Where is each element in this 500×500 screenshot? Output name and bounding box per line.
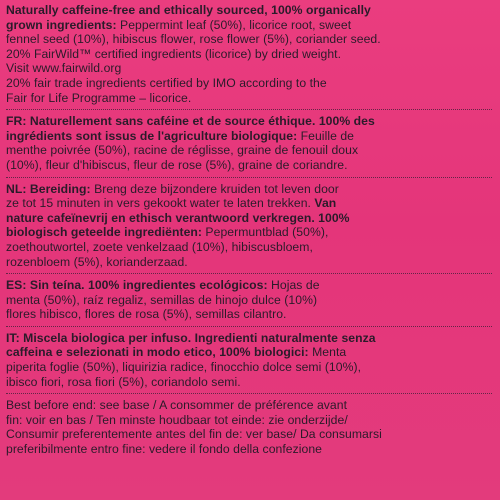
dotted-divider: [6, 273, 492, 274]
best-before-line: Best before end: see base / A consommer de préférence avant: [6, 398, 348, 413]
french-subheading: ingrédients sont issus de l'agriculture biologique:: [6, 128, 298, 143]
best-before-line: preferibilmente entro fine: vedere il fondo della confezione: [6, 442, 323, 457]
italian-heading: IT: Miscela biologica per infuso. Ingredienti naturalmente senza: [6, 330, 376, 345]
spanish-ingredients-line: menta (50%), raíz regaliz, semillas de hinojo dulce (10%): [6, 292, 318, 307]
italian-subheading: caffeina e selezionati in modo etico, 100% biologici:: [6, 345, 309, 360]
english-subheading: grown ingredients:: [6, 17, 117, 32]
spanish-heading: ES: Sin teína. 100% ingredientes ecológicos:: [6, 278, 268, 293]
french-ingredients-block: [6, 113, 492, 175]
dutch-preparation-text: ze tot 15 minuten in vers gekookt water te laten trekken.: [6, 196, 311, 211]
dutch-ingredients-line: rozenbloem (5%), korianderzaad.: [6, 254, 188, 269]
english-ingredients-line: fennel seed (10%), hibiscus flower, rose flower (5%), coriander seed.: [6, 32, 381, 47]
dutch-subheading: nature cafeïnevrij en ethisch verantwoord verkregen. 100%: [6, 210, 350, 225]
english-ingredients-block: [6, 2, 492, 108]
french-ingredients-line: menthe poivrée (50%), racine de réglisse, graine de fenouil doux: [6, 143, 359, 158]
dutch-heading: NL: Bereiding:: [6, 181, 91, 196]
italian-ingredients-block: [6, 330, 492, 392]
dotted-divider: [6, 393, 492, 394]
dutch-preparation-text: Breng deze bijzondere kruiden tot leven door: [90, 181, 339, 196]
dutch-ingredients-line: zoethoutwortel, zoete venkelzaad (10%), hibiscusbloem,: [6, 239, 313, 254]
french-heading: FR: Naturellement sans caféine et de source éthique. 100% des: [6, 114, 375, 129]
dutch-ingredients-text: Pepermuntblad (50%),: [202, 225, 329, 240]
fair-for-life-statement: Fair for Life Programme – licorice.: [6, 90, 192, 105]
french-ingredients-line: (10%), fleur d'hibiscus, fleur de rose (5%), graine de coriandre.: [6, 157, 348, 172]
fairwild-website: Visit www.fairwild.org: [6, 61, 122, 76]
italian-ingredients-line: piperita foglie (50%), liquirizia radice, finocchio dolce semi (10%),: [6, 360, 362, 375]
best-before-line: Consumir preferentemente antes del fin de: ver base/ Da consumarsi: [6, 427, 382, 442]
english-heading: Naturally caffeine-free and ethically sourced, 100% organically: [6, 3, 371, 17]
dotted-divider: [6, 109, 492, 110]
french-ingredients-text: Feuille de: [297, 128, 354, 143]
spanish-ingredients-line: flores hibisco, flores de rosa (5%), semillas cilantro.: [6, 307, 287, 322]
dotted-divider: [6, 326, 492, 327]
best-before-line: fin: voir en bas / Ten minste houdbaar tot einde: zie onderzijde/: [6, 412, 348, 427]
dutch-ingredients-block: [6, 181, 492, 273]
dutch-subheading: biologisch geteelde ingrediënten:: [6, 225, 202, 240]
dotted-divider: [6, 177, 492, 178]
spanish-ingredients-text: Hojas de: [267, 278, 320, 293]
fair-trade-statement: 20% fair trade ingredients certified by IMO according to the: [6, 75, 327, 90]
italian-ingredients-line: ibisco fiori, rosa fiori (5%), coriandolo semi.: [6, 374, 241, 389]
fairwild-statement: 20% FairWild™ certified ingredients (licorice) by dried weight.: [6, 46, 342, 61]
italian-ingredients-text: Menta: [308, 345, 347, 360]
best-before-block: [6, 397, 492, 459]
dutch-subheading: Van: [311, 196, 337, 211]
english-ingredients-text: Peppermint leaf (50%), licorice root, sweet: [116, 17, 352, 32]
spanish-ingredients-block: [6, 277, 492, 325]
